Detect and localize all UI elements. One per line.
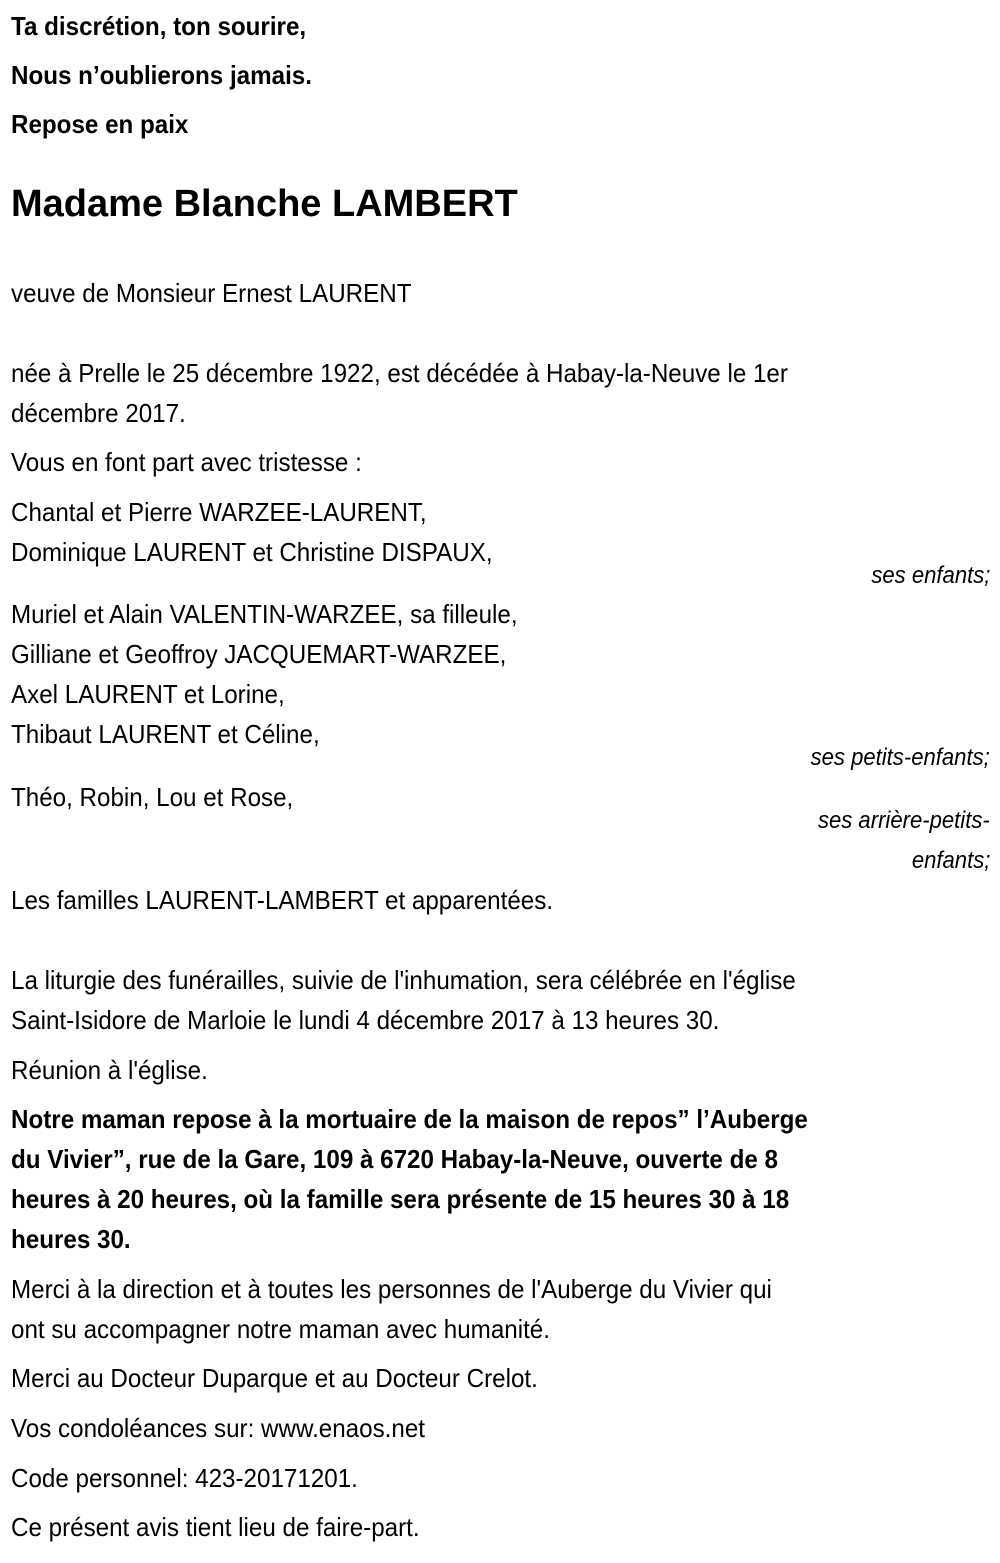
family-member: Chantal et Pierre WARZEE-LAURENT, [11, 497, 427, 527]
family-member: Muriel et Alain VALENTIN-WARZEE, sa filleule, [11, 599, 518, 629]
spouse-line: veuve de Monsieur Ernest LAURENT [11, 278, 412, 308]
family-member: Gilliane et Geoffroy JACQUEMART-WARZEE, [11, 639, 507, 669]
personal-code-line: Code personnel: 423-20171201. [11, 1463, 358, 1493]
meeting-line: Réunion à l'église. [11, 1055, 208, 1085]
closing-line: Ce présent avis tient lieu de faire-part. [11, 1512, 420, 1542]
rest-notice-line-1: Notre maman repose à la mortuaire de la maison de repos” l’Auberge [11, 1104, 808, 1134]
epitaph-line-3: Repose en paix [11, 109, 189, 139]
announcement-intro: Vous en font part avec tristesse : [11, 447, 362, 477]
funeral-line-1: La liturgie des funérailles, suivie de l'inhumation, sera célébrée en l'église [11, 965, 796, 995]
families-line: Les familles LAURENT-LAMBERT et apparentées. [11, 885, 554, 915]
deceased-name-title: Madame Blanche LAMBERT [11, 183, 518, 225]
relation-label-great-grandchildren-2: enfants; [911, 847, 990, 874]
epitaph-line-2: Nous n’oublierons jamais. [11, 60, 312, 90]
rest-notice-line-3: heures à 20 heures, où la famille sera présente de 15 heures 30 à 18 [11, 1184, 790, 1214]
family-member: Théo, Robin, Lou et Rose, [11, 782, 294, 812]
thanks-staff-line-2: ont su accompagner notre maman avec humanité. [11, 1314, 550, 1344]
family-member: Dominique LAURENT et Christine DISPAUX, [11, 537, 493, 567]
relation-label-grandchildren: ses petits-enfants; [810, 744, 990, 771]
birth-death-line-2: décembre 2017. [11, 398, 186, 428]
relation-label-children: ses enfants; [870, 562, 990, 589]
thanks-staff-line-1: Merci à la direction et à toutes les personnes de l'Auberge du Vivier qui [11, 1274, 772, 1304]
funeral-line-2: Saint-Isidore de Marloie le lundi 4 décembre 2017 à 13 heures 30. [11, 1005, 720, 1035]
family-member: Axel LAURENT et Lorine, [11, 679, 285, 709]
rest-notice-line-2: du Vivier”, rue de la Gare, 109 à 6720 Habay-la-Neuve, ouverte de 8 [11, 1144, 778, 1174]
birth-death-line-1: née à Prelle le 25 décembre 1922, est décédée à Habay-la-Neuve le 1er [11, 358, 788, 388]
family-member: Thibaut LAURENT et Céline, [11, 719, 320, 749]
relation-label-great-grandchildren-1: ses arrière-petits- [818, 807, 990, 834]
rest-notice-line-4: heures 30. [11, 1224, 131, 1254]
condolences-line: Vos condoléances sur: www.enaos.net [11, 1413, 426, 1443]
epitaph-line-1: Ta discrétion, ton sourire, [11, 11, 307, 41]
thanks-doctors-line: Merci au Docteur Duparque et au Docteur Crelot. [11, 1363, 538, 1393]
